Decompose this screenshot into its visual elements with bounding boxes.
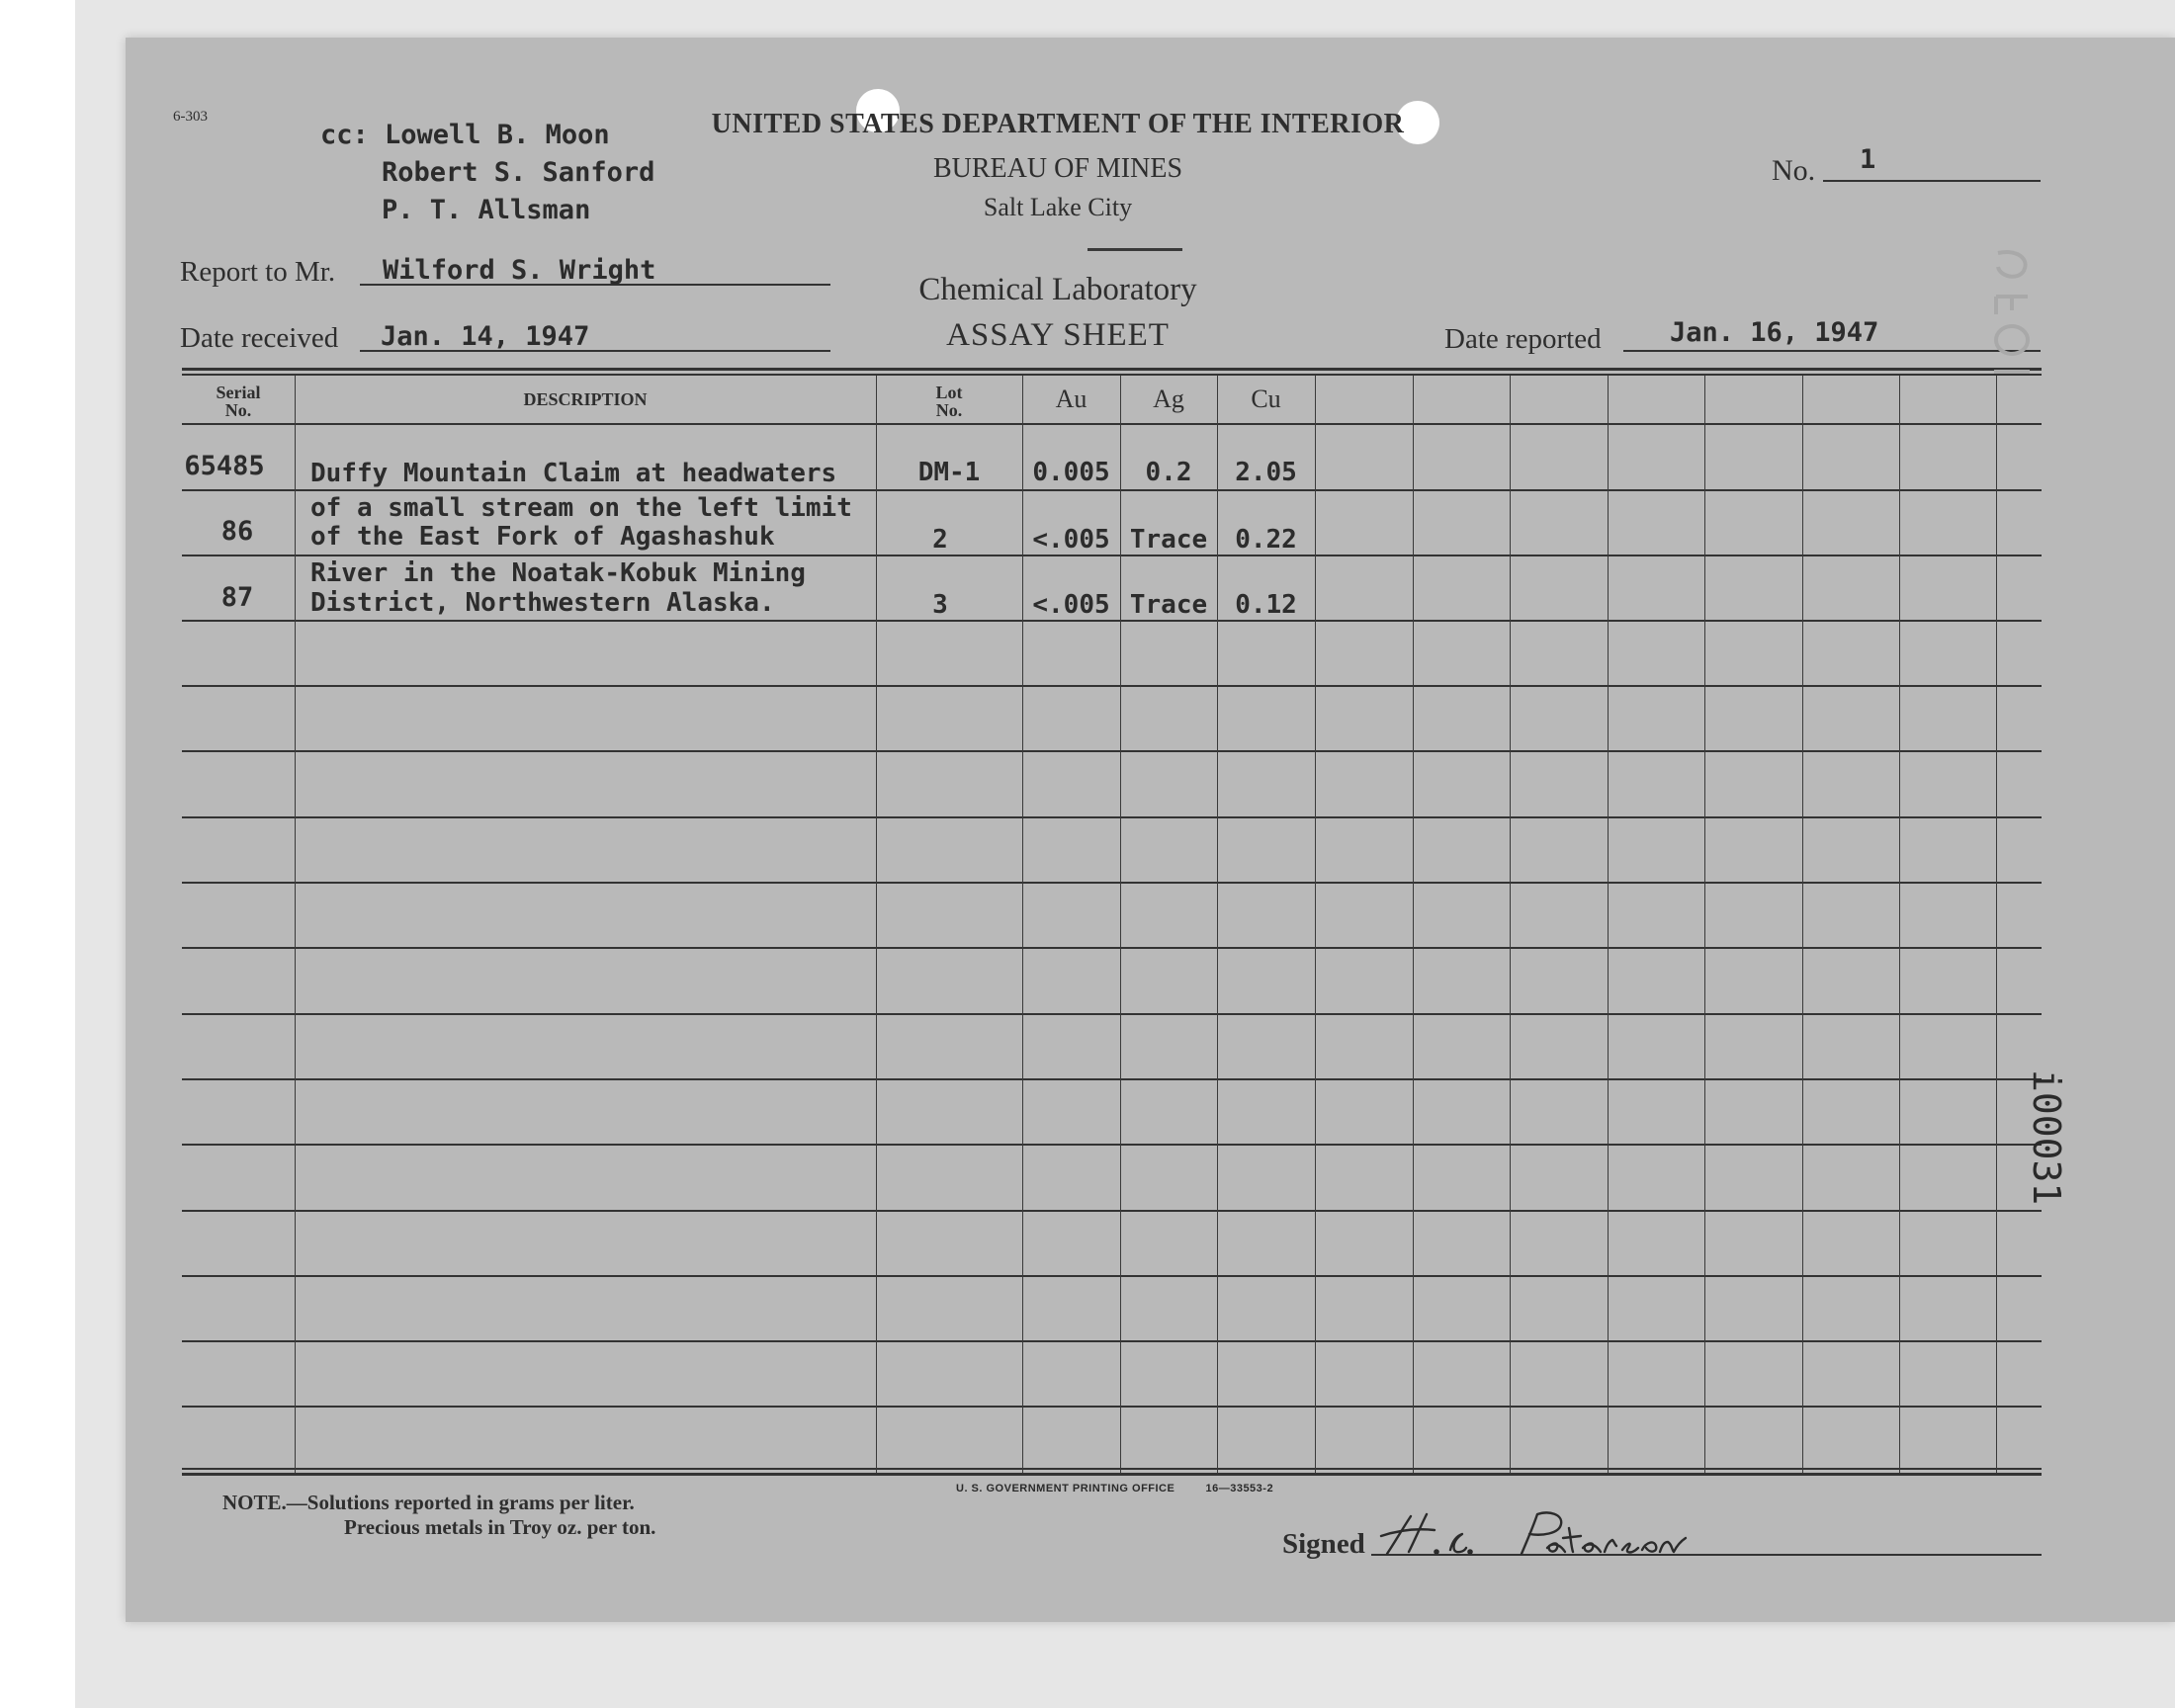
- table-row-rule: [182, 882, 2042, 884]
- form-code: 6-303: [173, 109, 208, 125]
- description-column-header: DESCRIPTION: [523, 389, 648, 409]
- header-text: Serial: [216, 383, 261, 402]
- printing-office-imprint: [956, 1483, 1273, 1494]
- lot-column-header: [876, 384, 1022, 419]
- header-divider: [1088, 248, 1182, 251]
- cu-column-header: Cu: [1251, 384, 1281, 413]
- table-row-rule: [182, 620, 2042, 622]
- ag-cell: 0.2: [1145, 458, 1192, 487]
- department-heading: UNITED STATES DEPARTMENT OF THE INTERIOR: [711, 109, 1405, 139]
- faint-stamp-mark: [1984, 245, 2044, 384]
- cu-cell: 0.22: [1235, 525, 1297, 555]
- note-line: Precious metals in Troy oz. per ton.: [344, 1515, 656, 1539]
- date-received-value: Jan. 14, 1947: [381, 321, 590, 352]
- lot-cell: DM-1: [917, 458, 981, 487]
- serial-cell: 65485: [184, 451, 265, 481]
- table-row-rule: [182, 1144, 2042, 1146]
- table-row-rule: [182, 1340, 2042, 1342]
- lot-cell: 3: [932, 590, 948, 620]
- table-top-rule: [182, 368, 2042, 371]
- table-row-rule: [182, 489, 2042, 491]
- description-cell: River in the Noatak-Kobuk Mining: [310, 558, 806, 588]
- table-bottom-rule: [182, 1473, 2042, 1476]
- handwritten-signature: [1373, 1508, 1828, 1568]
- table-top-rule: [182, 374, 2042, 376]
- sheet-title: ASSAY SHEET: [946, 317, 1170, 353]
- header-text: No.: [935, 400, 963, 420]
- number-underline: [1823, 180, 2041, 182]
- lot-cell: 2: [932, 525, 948, 555]
- au-cell: <.005: [1032, 525, 1110, 555]
- date-received-label: Date received: [180, 322, 339, 354]
- table-column-divider: [1899, 376, 1900, 1473]
- ag-cell: Trace: [1129, 525, 1208, 555]
- assay-sheet: [126, 38, 2175, 1622]
- table-row-rule: [182, 685, 2042, 687]
- table-row-rule: [182, 1078, 2042, 1080]
- table-row-rule: [182, 555, 2042, 556]
- au-cell: <.005: [1032, 590, 1110, 620]
- cc-line: cc: Lowell B. Moon: [320, 120, 610, 150]
- au-column-header: Au: [1055, 384, 1088, 413]
- table-row-rule: [182, 816, 2042, 818]
- description-cell: District, Northwestern Alaska.: [310, 588, 775, 618]
- cu-cell: 0.12: [1235, 590, 1297, 620]
- note-line: NOTE.—Solutions reported in grams per liter.: [222, 1491, 635, 1514]
- table-column-divider: [1413, 376, 1414, 1473]
- cc-list: [320, 117, 654, 229]
- table-column-divider: [1704, 376, 1705, 1473]
- cc-line: P. T. Allsman: [382, 195, 591, 225]
- table-row-rule: [182, 1210, 2042, 1212]
- description-cell: Duffy Mountain Claim at headwaters: [310, 459, 837, 488]
- date-reported-value: Jan. 16, 1947: [1670, 317, 1879, 348]
- table-header-rule: [182, 423, 2042, 425]
- serial-cell: 87: [220, 582, 254, 613]
- ag-cell: Trace: [1129, 590, 1208, 620]
- date-reported-underline: [1623, 350, 2041, 352]
- table-column-divider: [1996, 376, 1997, 1473]
- note: [222, 1491, 655, 1540]
- table-row-rule: [182, 1406, 2042, 1408]
- table-column-divider: [1608, 376, 1609, 1473]
- table-column-divider: [1802, 376, 1803, 1473]
- table-row-rule: [182, 750, 2042, 752]
- table-column-divider: [1510, 376, 1511, 1473]
- description-cell: of the East Fork of Agashashuk: [310, 522, 775, 552]
- ag-column-header: Ag: [1153, 384, 1184, 413]
- stamp-number: i00031: [2025, 1069, 2068, 1206]
- header-text: Lot: [935, 383, 963, 402]
- serial-column-header: [182, 384, 295, 419]
- report-to-value: Wilford S. Wright: [383, 255, 656, 286]
- number-label: No.: [1772, 154, 1816, 187]
- serial-cell: 86: [220, 516, 254, 547]
- cu-cell: 2.05: [1235, 458, 1297, 487]
- bureau-heading: BUREAU OF MINES: [932, 153, 1183, 184]
- table-row-rule: [182, 1013, 2042, 1015]
- signed-label: Signed: [1282, 1528, 1365, 1560]
- au-cell: 0.005: [1032, 458, 1110, 487]
- laboratory-heading: Chemical Laboratory: [918, 272, 1197, 307]
- table-column-divider: [1315, 376, 1316, 1473]
- archive-stamp: [1994, 1066, 2068, 1263]
- header-text: No.: [224, 400, 252, 420]
- table-row-rule: [182, 1275, 2042, 1277]
- number-value: 1: [1860, 144, 1876, 175]
- table-bottom-rule: [182, 1468, 2042, 1470]
- print-code: 16—33553-2: [1205, 1483, 1274, 1494]
- cc-line: Robert S. Sanford: [382, 157, 655, 188]
- description-cell: of a small stream on the left limit: [310, 493, 852, 523]
- table-row-rule: [182, 947, 2042, 949]
- date-reported-label: Date reported: [1444, 323, 1602, 355]
- city-heading: Salt Lake City: [983, 193, 1133, 221]
- printing-office: U. S. GOVERNMENT PRINTING OFFICE: [956, 1483, 1175, 1494]
- report-to-label: Report to Mr.: [180, 256, 336, 288]
